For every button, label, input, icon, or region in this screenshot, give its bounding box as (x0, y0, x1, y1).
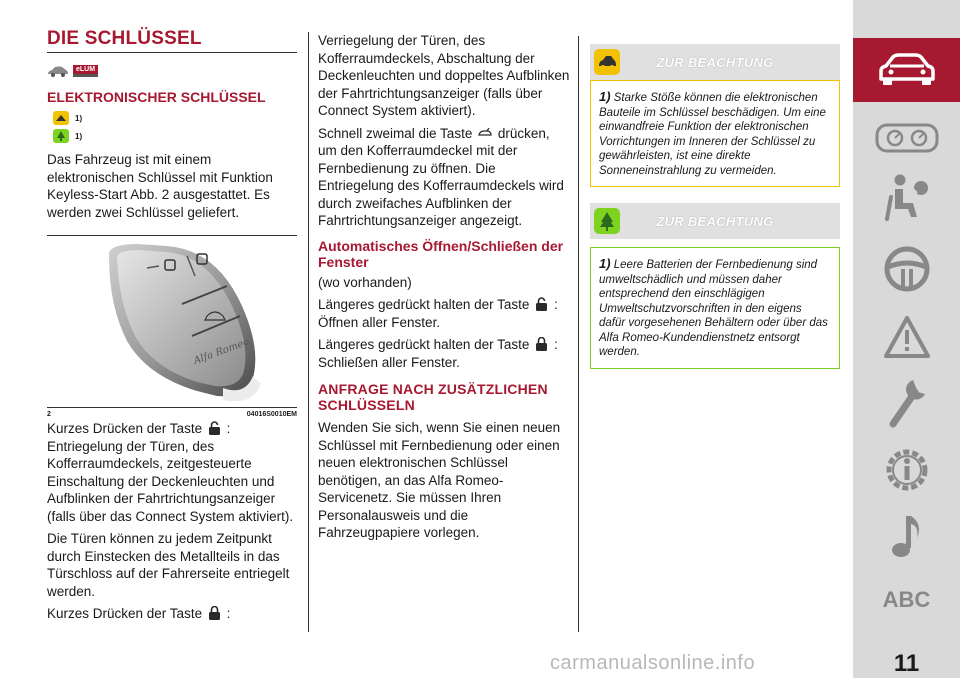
section-heading-additional-keys: ANFRAGE NACH ZUSÄTZLICHEN SCHLÜSSELN (318, 381, 548, 413)
caution-box (590, 44, 840, 187)
trunk-button-icon (478, 128, 492, 138)
car-icon (877, 53, 937, 87)
text-fragment: : (226, 421, 231, 436)
key-figure (47, 235, 297, 418)
windows-close-paragraph (318, 336, 570, 371)
section-heading-windows: Automatisches Öffnen/Schließen der Fenster (318, 237, 564, 270)
lock-button-icon (535, 337, 548, 351)
text-fragment: : (553, 297, 558, 312)
info-gear-icon (881, 444, 933, 496)
text-fragment: Kurzes Drücken der Taste (47, 421, 203, 436)
short-press-unlock-paragraph (47, 420, 297, 525)
seated-person-airbag-icon (883, 173, 931, 223)
column-2 (318, 32, 570, 542)
sidebar-item-safety[interactable] (853, 170, 960, 226)
note-number: 1) (599, 89, 611, 104)
text-fragment: : (553, 337, 558, 352)
intro-paragraph: Das Fahrzeug ist mit einem elektronischen Schlüssel mit Funktion Keyless-Start Abb. 2 ausgestattet. Es werden zwei Schlüssel geliefert. (47, 152, 273, 220)
caution-car-icon (594, 49, 620, 75)
page-title: DIE SCHLÜSSEL (47, 28, 297, 53)
music-note-icon (889, 512, 925, 560)
lock-description-paragraph: Verriegelung der Türen, des Kofferraumdeckels, Abschaltung der Deckenleuchten und doppeltes Aufblinken der Fahrtrichtungsanzeiger (falls über Connect System aktiviert). (318, 33, 570, 118)
text-fragment: Schließen aller Fenster. (318, 354, 460, 370)
sidebar-item-car[interactable] (853, 38, 960, 102)
short-press-lock-paragraph (47, 605, 297, 623)
sidebar-item-index[interactable] (853, 580, 960, 620)
warning-triangle-icon (883, 315, 931, 359)
sidebar-item-warnings[interactable] (853, 312, 960, 362)
figure-caption (47, 407, 297, 418)
steering-wheel-icon (883, 245, 931, 293)
note-ref-label: 1) (75, 113, 83, 123)
car-silhouette-icon (47, 65, 69, 77)
dashboard-gauges-icon (875, 123, 939, 153)
environment-box-header (590, 203, 840, 239)
page-number: 11 (893, 650, 920, 677)
text-fragment: Kurzes Drücken der Taste (47, 606, 203, 621)
sidebar-item-maintenance[interactable] (853, 374, 960, 430)
doors-paragraph: Die Türen können zu jedem Zeitpunkt durch Einstecken des Metallteils in das Türschloss auf der Fahrerseite entriegelt werden. (47, 531, 290, 599)
sidebar-item-multimedia[interactable] (853, 510, 960, 562)
environment-box (590, 203, 840, 369)
text-fragment: Längeres gedrückt halten der Taste (318, 337, 530, 352)
key-logo-text: Alfa Romeo (192, 336, 251, 367)
elum-badge: eLUM (73, 65, 98, 77)
unlock-button-icon (208, 421, 221, 435)
optional-note: (wo vorhanden) (318, 274, 412, 290)
lock-button-icon (208, 606, 221, 620)
abc-index-icon: ABC (882, 587, 931, 612)
trunk-paragraph (318, 125, 570, 230)
caution-icon (53, 111, 69, 125)
request-keys-paragraph: Wenden Sie sich, wenn Sie einen neuen Schlüssel mit Fernbedienung oder einen neuen elektronischen Schlüssel benötigen, an das Alfa Romeo-Servicenetz. Sie müssen Ihren Personalausweis und die Fahrzeugpapiere vorlegen. (318, 420, 561, 540)
warning-note-ref-1[interactable] (53, 109, 297, 127)
caution-box-title: ZUR BEACHTUNG (656, 54, 774, 70)
column-divider (308, 32, 309, 632)
text-fragment: Längeres gedrückt halten der Taste (318, 297, 530, 312)
watermark: carmanualsonline.info (550, 652, 756, 674)
figure-number: 2 (47, 411, 51, 418)
figure-code: 04016S0010EM (246, 411, 297, 418)
column-3 (590, 44, 840, 369)
wrench-icon (885, 376, 929, 428)
text-fragment: Schnell zweimal die Taste (318, 125, 473, 141)
chapter-sidebar (853, 0, 960, 678)
environment-note-ref-1[interactable] (53, 127, 297, 145)
windows-open-paragraph (318, 296, 570, 331)
caution-text: Starke Stöße können die elektronischen Bauteile im Schlüssel beschädigen. Um eine einwandfreie Funktion der elektronischen Vorrichtungen im Inneren der Schlüssel zu gewährleisten, ist eine direkte Sonneneinstrahlung zu vermeiden. (599, 92, 826, 177)
environment-box-body (590, 247, 840, 369)
column-1 (47, 28, 297, 623)
sidebar-item-dashboard[interactable] (853, 118, 960, 158)
text-fragment: : (226, 606, 231, 621)
environment-icon (53, 129, 69, 143)
text-fragment: drücken, um den Kofferraumdeckel mit der Fernbedienung zu öffnen. Die Entriegelung des Kofferraumdeckels wird durch zweifaches Aufblinken der Fahrtrichtungsanzeiger angezeigt. (318, 125, 564, 228)
sidebar-item-technical-data[interactable] (853, 440, 960, 500)
environment-text: Leere Batterien der Fernbedienung sind umweltschädlich und müssen daher entsprechend den einschlägigen Umweltschutzvorschriften in den eigens dafür vorgesehenen Behältern oder über das Alfa Romeo-Kundendienstnetz entsorgt werden. (599, 259, 828, 358)
version-icons (47, 61, 297, 81)
text-fragment: Entriegelung der Türen, des Kofferraumdeckels, zeitgesteuerte Einschaltung der Deckenleuchten und Aufblinken der Fahrtrichtungsanzeiger (falls über das Connect System aktiviert). (47, 438, 294, 524)
unlock-button-icon (535, 297, 548, 311)
section-heading-electronic-key: ELEKTRONISCHER SCHLÜSSEL (47, 89, 266, 105)
column-divider (578, 36, 579, 632)
note-ref-label: 1) (75, 131, 83, 141)
sidebar-item-driving[interactable] (853, 240, 960, 298)
key-fob-illustration (47, 236, 297, 402)
caution-box-body (590, 80, 840, 187)
caution-box-header (590, 44, 840, 80)
environment-tree-icon (594, 208, 620, 234)
text-fragment: Öffnen aller Fenster. (318, 314, 441, 330)
environment-box-title: ZUR BEACHTUNG (656, 213, 774, 229)
note-number: 1) (599, 256, 611, 271)
